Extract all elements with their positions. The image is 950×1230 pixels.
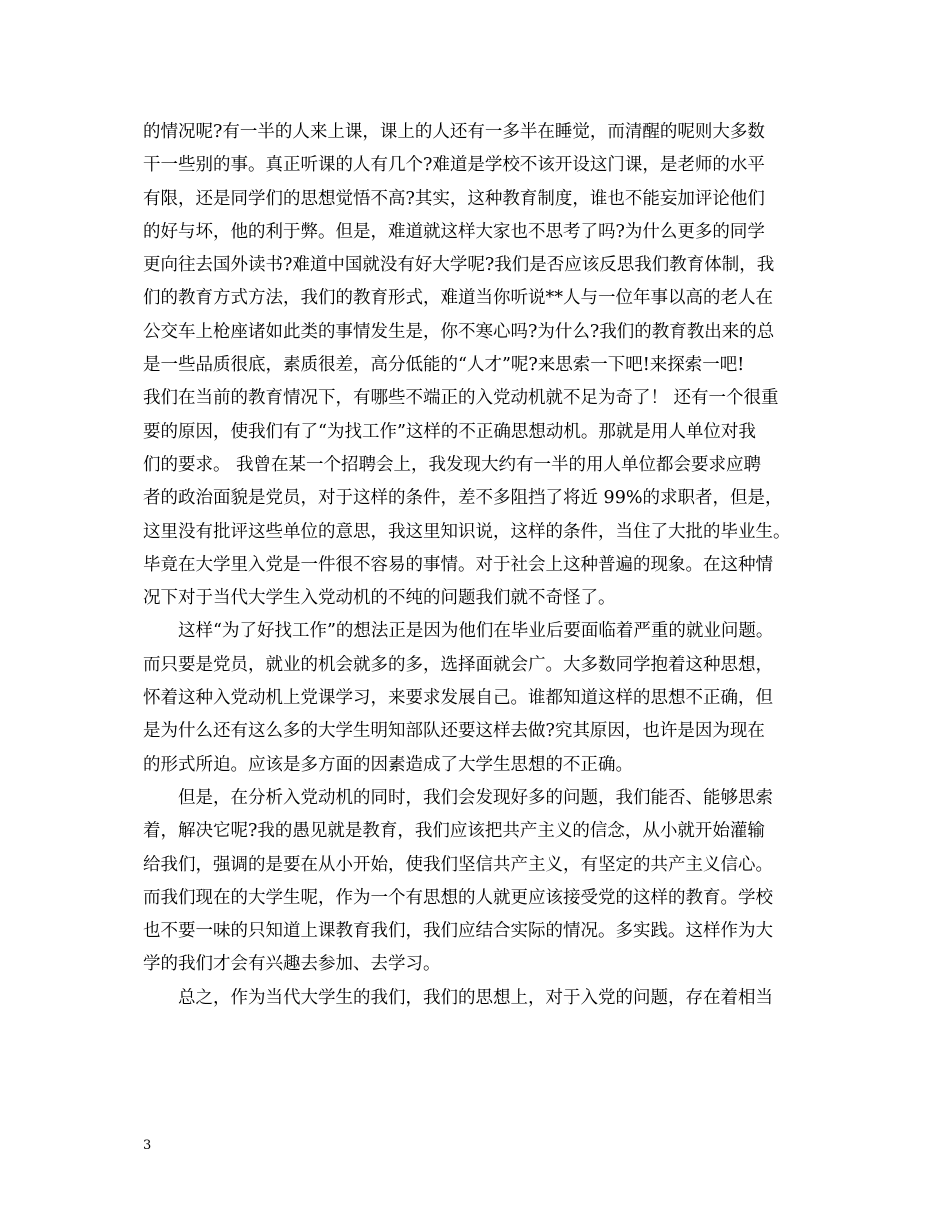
text-line: 怀着这种入党动机上党课学习，来要求发展自己。谁都知道这样的思想不正确，但 <box>143 688 773 709</box>
text-line: 这里没有批评这些单位的意思，我这里知识说，这样的条件，当住了大批的毕业生。 <box>143 521 791 542</box>
text-line: 但是，在分析入党动机的同时，我们会发现好多的问题，我们能否、能够思索 <box>178 787 773 808</box>
text-line: 要的原因，使我们有了“为找工作”这样的不正确思想动机。那就是用人单位对我 <box>143 421 756 442</box>
text-line: 公交车上枪座诸如此类的事情发生是，你不寒心吗?为什么?我们的教育教出来的总 <box>143 321 775 342</box>
paragraph-2 <box>143 615 823 781</box>
paragraph-3 <box>143 782 823 982</box>
text-line: 给我们，强调的是要在从小开始，使我们坚信共产主义，有坚定的共产主义信心。 <box>143 854 773 875</box>
text-line: 而只要是党员，就业的机会就多的多，选择面就会广。大多数同学抱着这种思想， <box>143 654 773 675</box>
text-line: 也不要一味的只知道上课教育我们，我们应结合实际的情况。多实践。这样作为大 <box>143 921 773 942</box>
text-line: 们的要求。 我曾在某一个招聘会上，我发现大约有一半的用人单位都会要求应聘 <box>143 454 762 475</box>
paragraph-1 <box>143 116 823 615</box>
text-line: 干一些别的事。真正听课的人有几个?难道是学校不该开设这门课，是老师的水平 <box>143 155 765 176</box>
text-line: 而我们现在的大学生呢，作为一个有思想的人就更应该接受党的这样的教育。学校 <box>143 887 773 908</box>
text-line: 者的政治面貌是党员，对于这样的条件，差不多阻挡了将近 99%的求职者，但是， <box>143 488 783 509</box>
text-line: 着，解决它呢?我的愚见就是教育，我们应该把共产主义的信念，从小就开始灌输 <box>143 821 765 842</box>
text-line: 是一些品质很底，素质很差，高分低能的“人才”呢?来思索一下吧!来探索一吧! <box>143 355 745 376</box>
text-line: 更向往去国外读书?难道中国就没有好大学呢?我们是否应该反思我们教育体制，我 <box>143 255 775 276</box>
paragraph-4 <box>143 982 823 1015</box>
body-text <box>143 116 823 1015</box>
text-line: 的情况呢?有一半的人来上课，课上的人还有一多半在睡觉，而清醒的呢则大多数 <box>143 122 765 142</box>
text-line: 况下对于当代大学生入党动机的不纯的问题我们就不奇怪了。 <box>143 588 616 609</box>
text-line: 毕竟在大学里入党是一件很不容易的事情。对于社会上这种普遍的现象。在这种情 <box>143 554 773 575</box>
text-line: 我们在当前的教育情况下，有哪些不端正的入党动机就不足为奇了！ 还有一个很重 <box>143 388 779 409</box>
text-line: 有限，还是同学们的思想觉悟不高?其实，这种教育制度，谁也不能妄加评论他们 <box>143 188 765 209</box>
text-line: 是为什么还有这么多的大学生明知部队还要这样去做?究其原因，也许是因为现在 <box>143 721 765 742</box>
text-line: 们的教育方式方法，我们的教育形式，难道当你听说**人与一位年事以高的老人在 <box>143 288 773 309</box>
text-line: 总之，作为当代大学生的我们，我们的思想上，对于入党的问题，存在着相当 <box>178 987 773 1008</box>
page-number: 3 <box>143 1138 152 1153</box>
text-line: 这样“为了好找工作”的想法正是因为他们在毕业后要面临着严重的就业问题。 <box>178 621 774 642</box>
text-line: 的形式所迫。应该是多方面的因素造成了大学生思想的不正确。 <box>143 754 633 775</box>
text-line: 的好与坏，他的利于弊。但是，难道就这样大家也不思考了吗?为什么更多的同学 <box>143 221 765 242</box>
text-line: 学的我们才会有兴趣去参加、去学习。 <box>143 954 441 975</box>
